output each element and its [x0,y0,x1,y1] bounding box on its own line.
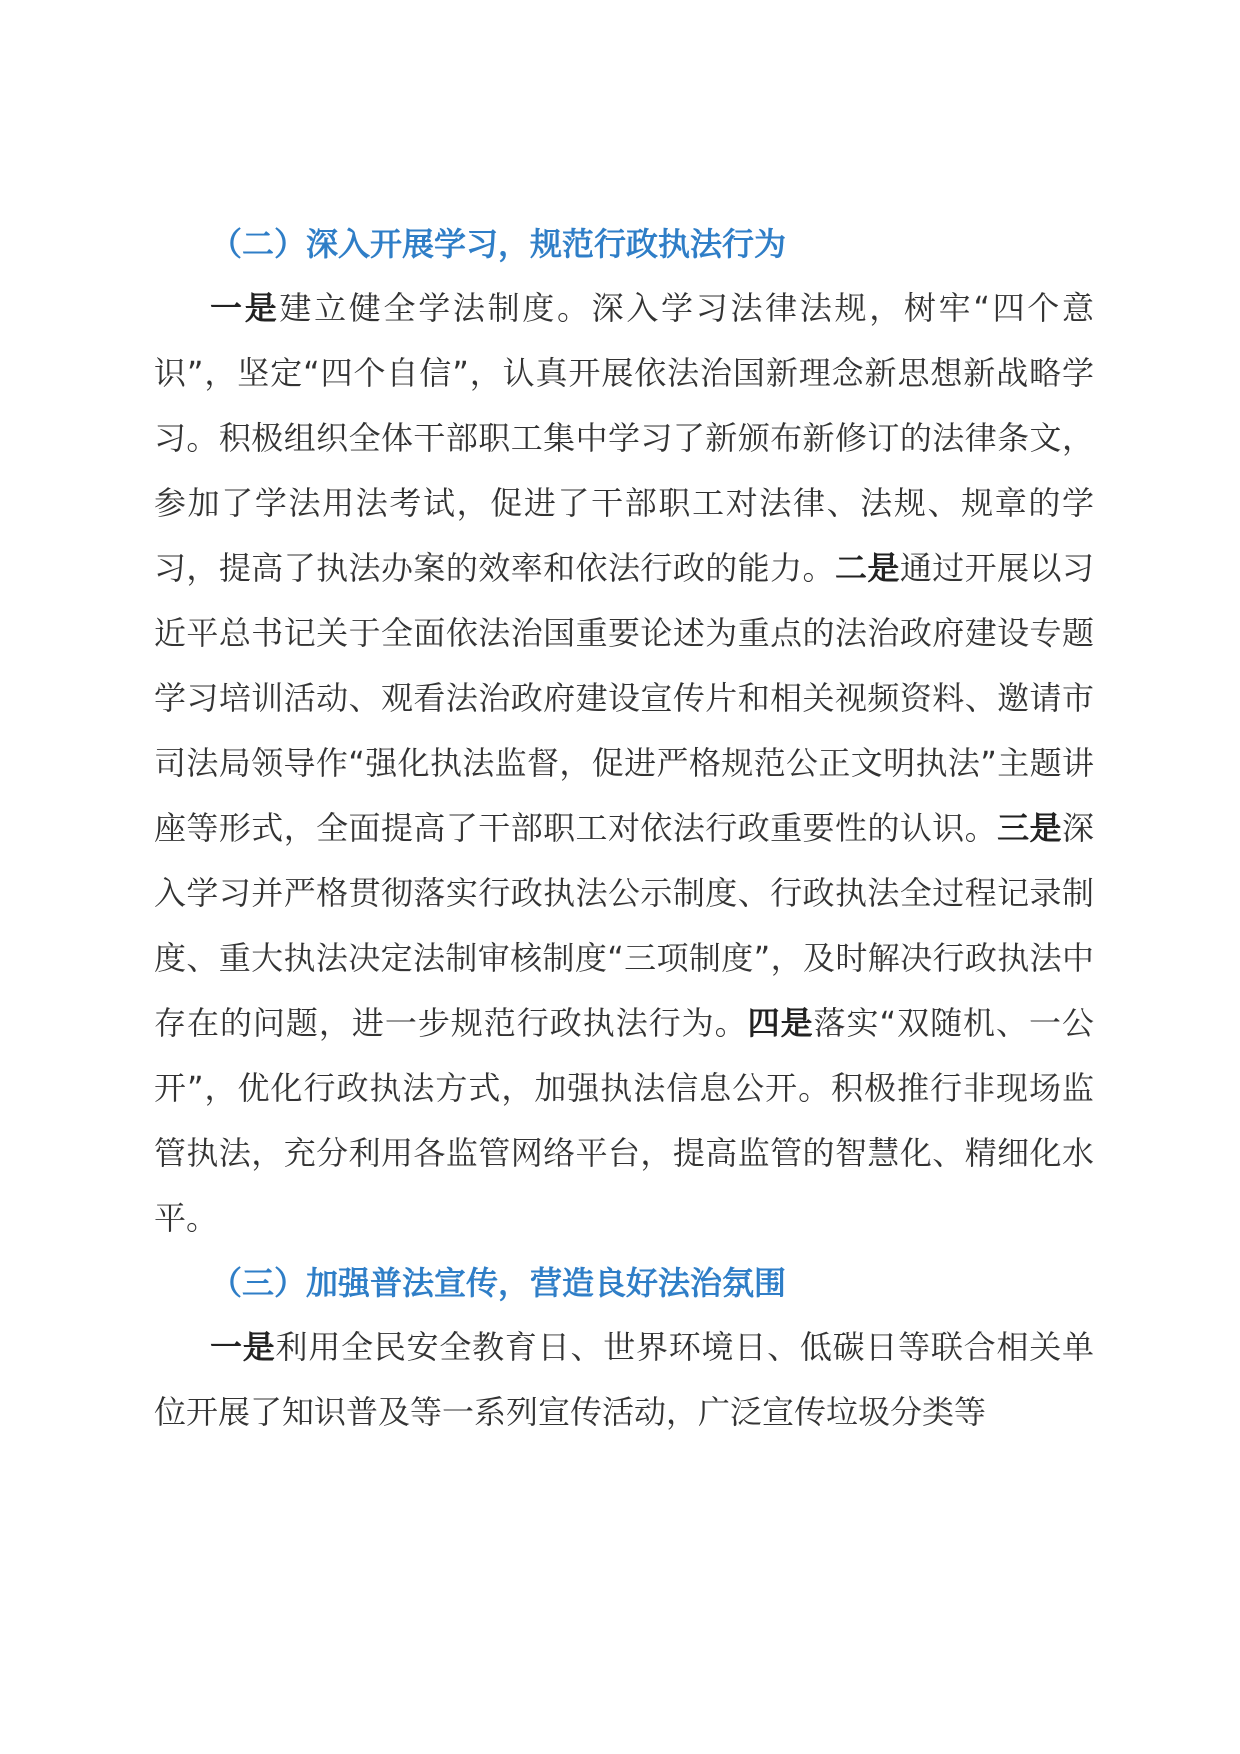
document-body [154,212,1094,1445]
item-text-2: 通过开展以习近平总书记关于全面依法治国重要论述为重点的法治政府建设专题学习培训活动、观看法治政府建设宣传片和相关视频资料、邀请市司法局领导作“强化执法监督，促进严格规范公正文明执法”主题讲座等形式，全面提高了干部职工对依法行政重要性的认识。 [154,549,1094,847]
item-marker-1: 一是 [210,289,280,327]
item-text-1: 建立健全学法制度。深入学习法律法规，树牢“四个意识”，坚定“四个自信”，认真开展依法治国新理念新思想新战略学习。积极组织全体干部职工集中学习了新颁布新修订的法律条文，参加了学法用法考试，促进了干部职工对法律、法规、规章的学习，提高了执法办案的效率和依法行政的能力。 [154,289,1094,587]
section-2-paragraph [154,276,1094,1251]
item-marker-2: 二是 [834,549,900,587]
item-marker-1: 一是 [210,1328,276,1366]
section-heading-3: （三）加强普法宣传，营造良好法治氛围 [210,1264,787,1302]
section-3-paragraph [154,1315,1094,1445]
item-marker-3: 三是 [997,809,1062,847]
item-marker-4: 四是 [747,1004,814,1042]
item-text-1: 利用全民安全教育日、世界环境日、低碳日等联合相关单位开展了知识普及等一系列宣传活动，广泛宣传垃圾分类等 [154,1328,1094,1431]
section-heading-2: （二）深入开展学习，规范行政执法行为 [210,225,787,263]
item-text-4: 落实“双随机、一公开”，优化行政执法方式，加强执法信息公开。积极推行非现场监管执法，充分利用各监管网络平台，提高监管的智慧化、精细化水平。 [154,1004,1094,1237]
item-text-3: 深入学习并严格贯彻落实行政执法公示制度、行政执法全过程记录制度、重大执法决定法制审核制度“三项制度”，及时解决行政执法中存在的问题，进一步规范行政执法行为。 [154,809,1094,1042]
